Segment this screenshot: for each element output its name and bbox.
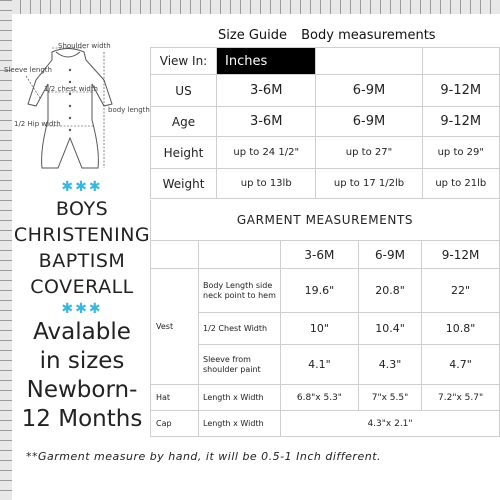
table-cell: 22" bbox=[422, 269, 500, 313]
table-cell: 10.4" bbox=[358, 313, 421, 345]
vest-desc: Body Length side neck point to hem bbox=[199, 269, 281, 313]
diagram-label-hip: 1/2 Hip width bbox=[14, 120, 61, 128]
garment-size-header-cell: 6-9M bbox=[358, 241, 421, 269]
table-row bbox=[151, 137, 500, 169]
diagram-label-shoulder: Shoulder width bbox=[58, 42, 111, 50]
garment-size-header-cell: 3-6M bbox=[281, 241, 359, 269]
row-label-weight: Weight bbox=[151, 169, 217, 199]
table-cell: 4.3" bbox=[358, 345, 421, 385]
table-cell: 3-6M bbox=[217, 75, 316, 107]
garment-size-header-cell: 9-12M bbox=[422, 241, 500, 269]
table-row bbox=[151, 107, 500, 137]
table-cell: 6.8"x 5.3" bbox=[281, 385, 359, 411]
diagram-label-body-length: body length bbox=[108, 106, 150, 114]
table-cell: 6-9M bbox=[316, 75, 422, 107]
table-row bbox=[151, 313, 500, 345]
garment-table bbox=[150, 240, 500, 437]
table-row bbox=[151, 169, 500, 199]
avail-line-2: in sizes bbox=[39, 348, 125, 374]
size-guide-title: Size Guide bbox=[218, 28, 287, 43]
table-cell: 20.8" bbox=[358, 269, 421, 313]
stars-decoration: ✱✱✱ bbox=[61, 179, 103, 195]
table-cell: 9-12M bbox=[422, 107, 499, 137]
product-line-1: BOYS bbox=[55, 198, 109, 220]
table-row bbox=[151, 75, 500, 107]
table-cell: up to 24 1/2" bbox=[217, 137, 316, 169]
size-guide-header bbox=[218, 28, 436, 43]
diagram-label-chest: 1/2 chest width bbox=[44, 85, 98, 93]
garment-size-header bbox=[151, 241, 500, 269]
vest-label: Vest bbox=[151, 269, 199, 385]
hat-desc: Length x Width bbox=[199, 385, 281, 411]
table-cell: 7"x 5.5" bbox=[358, 385, 421, 411]
table-cell: 4.1" bbox=[281, 345, 359, 385]
measurement-note: **Garment measure by hand, it will be 0.5-1 Inch different. bbox=[26, 450, 381, 463]
table-cell: 4.3"x 2.1" bbox=[281, 411, 500, 437]
row-label-us: US bbox=[151, 75, 217, 107]
table-row bbox=[151, 411, 500, 437]
cap-label: Cap bbox=[151, 411, 199, 437]
hat-label: Hat bbox=[151, 385, 199, 411]
view-in-label: View In: bbox=[151, 48, 217, 75]
product-line-4: COVERALL bbox=[30, 276, 134, 298]
table-cell: 6-9M bbox=[316, 107, 422, 137]
stars-decoration-2: ✱✱✱ bbox=[61, 301, 103, 317]
table-cell: up to 27" bbox=[316, 137, 422, 169]
vest-desc: 1/2 Chest Width bbox=[199, 313, 281, 345]
row-label-age: Age bbox=[151, 107, 217, 137]
avail-line-4: 12 Months bbox=[21, 406, 143, 432]
diagram-label-sleeve: Sleeve length bbox=[4, 66, 52, 74]
table-row bbox=[151, 385, 500, 411]
vest-desc: Sleeve from shoulder paint bbox=[199, 345, 281, 385]
cap-desc: Length x Width bbox=[199, 411, 281, 437]
table-cell: up to 13lb bbox=[217, 169, 316, 199]
table-cell: 19.6" bbox=[281, 269, 359, 313]
row-label-height: Height bbox=[151, 137, 217, 169]
garment-diagram bbox=[0, 40, 150, 175]
view-in-row bbox=[151, 48, 500, 75]
ruler-top bbox=[0, 0, 500, 14]
table-cell: up to 21lb bbox=[422, 169, 499, 199]
table-cell: 3-6M bbox=[217, 107, 316, 137]
table-cell: 4.7" bbox=[422, 345, 500, 385]
table-cell: 9-12M bbox=[422, 75, 499, 107]
size-table bbox=[150, 47, 500, 199]
table-row bbox=[151, 269, 500, 313]
table-row bbox=[151, 345, 500, 385]
table-cell: up to 29" bbox=[422, 137, 499, 169]
product-line-3: BAPTISM bbox=[38, 250, 126, 272]
size-guide-subtitle: Body measurements bbox=[301, 28, 436, 43]
table-cell: 10.8" bbox=[422, 313, 500, 345]
table-cell: up to 17 1/2lb bbox=[316, 169, 422, 199]
unit-selector[interactable]: Inches bbox=[217, 48, 316, 75]
garment-measurements-title: GARMENT MEASUREMENTS bbox=[150, 200, 500, 240]
table-cell: 7.2"x 5.7" bbox=[422, 385, 500, 411]
product-description bbox=[12, 178, 152, 434]
table-cell: 10" bbox=[281, 313, 359, 345]
product-line-2: CHRISTENING bbox=[13, 224, 151, 246]
avail-line-1: Avalable bbox=[33, 319, 131, 345]
avail-line-3: Newborn- bbox=[26, 377, 138, 403]
